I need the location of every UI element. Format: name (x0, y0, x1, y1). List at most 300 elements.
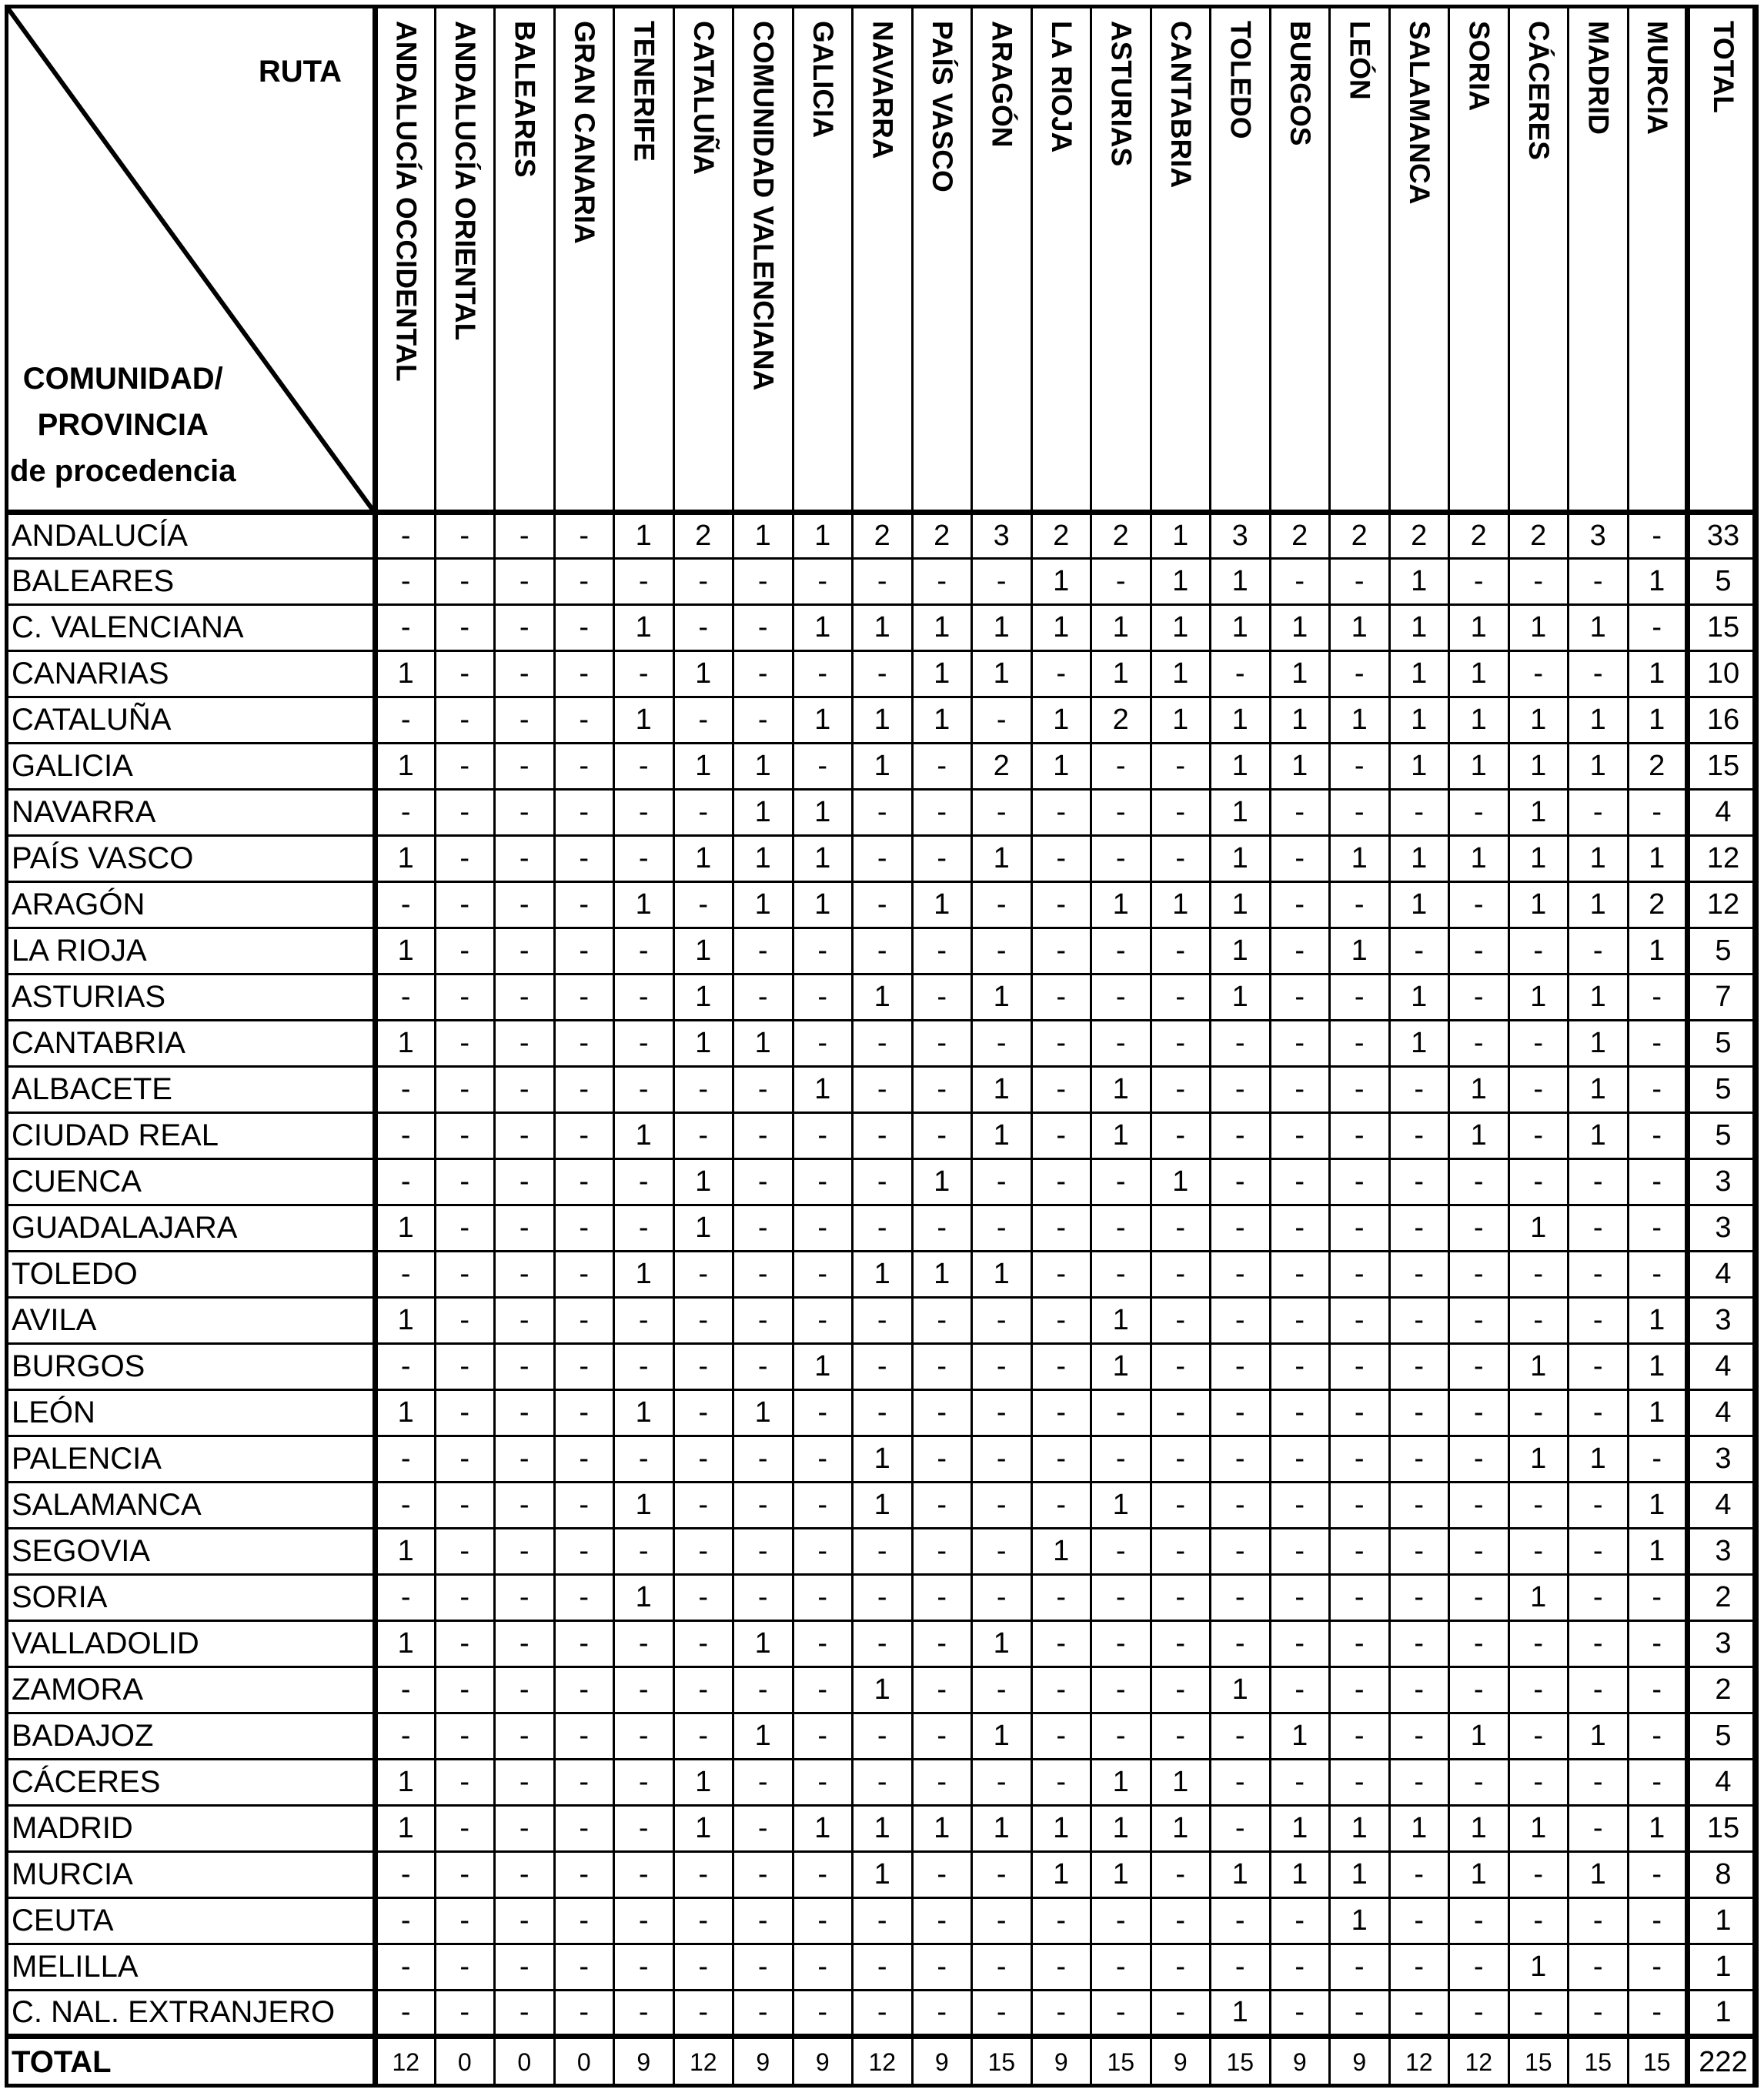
table-row (6, 559, 1758, 605)
table-cell: 1 (1389, 559, 1449, 605)
table-cell: - (1508, 1390, 1569, 1436)
table-cell: 1 (1389, 836, 1449, 882)
table-row (6, 513, 1758, 559)
table-cell: - (554, 1436, 614, 1483)
table-cell: 2 (1449, 513, 1509, 559)
table-cell: - (793, 1852, 853, 1898)
table-cell: - (912, 1067, 972, 1113)
table-cell: - (495, 1344, 555, 1390)
table-cell: - (733, 1159, 793, 1205)
table-cell: - (1330, 1760, 1390, 1806)
column-header-label: COMUNIDAD VALENCIANA (747, 21, 780, 391)
table-cell: - (554, 1806, 614, 1852)
table-cell: 1 (1389, 744, 1449, 790)
table-cell: 1 (853, 1436, 913, 1483)
table-cell: - (376, 1667, 436, 1713)
table-cell: - (554, 1113, 614, 1159)
table-cell: 1 (1449, 1806, 1509, 1852)
table-cell: - (1330, 1298, 1390, 1344)
table-cell: 1 (733, 836, 793, 882)
table-cell: 2 (1091, 513, 1151, 559)
column-header-label: CATALUÑA (687, 21, 720, 176)
table-cell: - (1628, 1113, 1688, 1159)
table-cell: - (495, 1159, 555, 1205)
table-cell: 1 (1151, 1760, 1211, 1806)
table-cell: - (1151, 1575, 1211, 1621)
table-cell: - (435, 605, 495, 651)
table-cell: - (733, 1067, 793, 1113)
table-cell: - (495, 974, 555, 1021)
table-cell: 1 (673, 1159, 733, 1205)
table-cell: - (1211, 1205, 1271, 1252)
column-header (1628, 6, 1688, 513)
table-cell: - (1211, 1344, 1271, 1390)
table-cell: 1 (376, 1529, 436, 1575)
table-cell: 1 (793, 605, 853, 651)
table-cell: - (495, 1852, 555, 1898)
table-cell: - (614, 744, 674, 790)
table-cell: 1 (853, 1667, 913, 1713)
column-total: 15 (1211, 2037, 1271, 2087)
table-cell: - (1449, 882, 1509, 928)
table-cell: - (853, 836, 913, 882)
table-cell: - (1569, 928, 1629, 974)
table-cell: - (376, 974, 436, 1021)
table-cell: - (614, 1529, 674, 1575)
table-cell: 1 (1449, 1067, 1509, 1113)
table-cell: 1 (912, 882, 972, 928)
table-row (6, 1852, 1758, 1898)
table-cell: - (972, 1991, 1032, 2037)
table-row (6, 1713, 1758, 1760)
table-cell: - (1211, 1436, 1271, 1483)
table-cell: - (376, 1159, 436, 1205)
table-cell: 1 (1569, 974, 1629, 1021)
column-header-label: ANDALUCÍA OCCIDENTAL (390, 21, 423, 382)
table-cell: - (853, 1944, 913, 1991)
column-total: 0 (495, 2037, 555, 2087)
row-label: LA RIOJA (6, 928, 376, 974)
table-cell: 1 (1151, 1159, 1211, 1205)
table-cell: - (435, 1298, 495, 1344)
table-cell: - (1091, 1944, 1151, 1991)
table-cell: - (1211, 1529, 1271, 1575)
table-cell: - (912, 1483, 972, 1529)
table-cell: - (912, 1021, 972, 1067)
table-cell: 1 (1091, 1298, 1151, 1344)
table-cell: 1 (1389, 882, 1449, 928)
table-cell: - (554, 1667, 614, 1713)
table-cell: - (435, 651, 495, 697)
table-cell: - (1389, 1344, 1449, 1390)
row-total: 16 (1688, 697, 1758, 744)
column-header-label: NAVARRA (867, 21, 899, 159)
totals-label: TOTAL (6, 2037, 376, 2087)
table-cell: 1 (1270, 1852, 1330, 1898)
table-row (6, 1390, 1758, 1436)
table-cell: - (912, 1205, 972, 1252)
row-label: SORIA (6, 1575, 376, 1621)
table-cell: - (1389, 1898, 1449, 1944)
table-cell: 1 (1508, 1944, 1569, 1991)
table-cell: 1 (1449, 744, 1509, 790)
table-cell: 1 (1031, 605, 1091, 651)
table-cell: 2 (1628, 882, 1688, 928)
table-cell: - (1628, 1944, 1688, 1991)
total-column-header (1688, 6, 1758, 513)
table-row (6, 1575, 1758, 1621)
table-cell: - (1569, 1159, 1629, 1205)
table-cell: - (1330, 790, 1390, 836)
table-cell: - (1389, 1483, 1449, 1529)
table-cell: - (1031, 1436, 1091, 1483)
table-cell: 1 (1449, 651, 1509, 697)
table-cell: 1 (1449, 1713, 1509, 1760)
table-cell: - (972, 1159, 1032, 1205)
table-cell: - (733, 1113, 793, 1159)
table-cell: - (1270, 1298, 1330, 1344)
table-cell: 1 (972, 1067, 1032, 1113)
table-cell: 1 (376, 1205, 436, 1252)
table-cell: - (1449, 1483, 1509, 1529)
column-header-label: MURCIA (1641, 21, 1673, 135)
table-cell: - (853, 1205, 913, 1252)
table-cell: 1 (733, 1713, 793, 1760)
row-total: 4 (1688, 1390, 1758, 1436)
table-cell: 1 (793, 790, 853, 836)
row-total: 5 (1688, 1021, 1758, 1067)
table-cell: 1 (1031, 744, 1091, 790)
table-cell: - (495, 605, 555, 651)
table-cell: 1 (376, 836, 436, 882)
table-cell: - (972, 790, 1032, 836)
table-cell: 1 (1151, 1806, 1211, 1852)
table-cell: - (1508, 1529, 1569, 1575)
table-cell: - (1628, 1252, 1688, 1298)
table-cell: - (1031, 1344, 1091, 1390)
table-row (6, 697, 1758, 744)
table-cell: - (1091, 1575, 1151, 1621)
table-cell: - (1330, 1021, 1390, 1067)
column-header-label: CANTABRIA (1164, 21, 1197, 189)
table-cell: 1 (1389, 605, 1449, 651)
table-cell: - (1628, 605, 1688, 651)
table-cell: - (853, 1621, 913, 1667)
table-cell: - (1031, 1390, 1091, 1436)
table-cell: - (1569, 1991, 1629, 2037)
table-cell: 2 (1389, 513, 1449, 559)
table-cell: - (733, 605, 793, 651)
table-cell: - (1508, 1667, 1569, 1713)
table-row (6, 1344, 1758, 1390)
table-cell: - (1270, 1898, 1330, 1944)
table-cell: 1 (1449, 605, 1509, 651)
table-cell: - (1091, 1390, 1151, 1436)
table-cell: - (435, 1113, 495, 1159)
table-cell: - (554, 1991, 614, 2037)
table-cell: - (793, 559, 853, 605)
table-cell: - (1449, 1021, 1509, 1067)
table-cell: 2 (912, 513, 972, 559)
column-header-label: SALAMANCA (1403, 21, 1435, 205)
table-cell: 1 (1091, 1852, 1151, 1898)
table-cell: 1 (1091, 1113, 1151, 1159)
column-total: 12 (673, 2037, 733, 2087)
table-cell: - (554, 1344, 614, 1390)
origin-label-line-1: COMUNIDAD/ (22, 362, 223, 396)
table-row (6, 1621, 1758, 1667)
table-cell: 1 (1508, 1575, 1569, 1621)
table-cell: - (1508, 1067, 1569, 1113)
table-cell: - (1270, 1760, 1330, 1806)
row-label: SEGOVIA (6, 1529, 376, 1575)
table-cell: - (495, 928, 555, 974)
table-cell: - (1151, 928, 1211, 974)
table-cell: - (495, 1529, 555, 1575)
row-label: NAVARRA (6, 790, 376, 836)
table-cell: - (1031, 1483, 1091, 1529)
table-cell: - (733, 1575, 793, 1621)
column-total: 9 (1151, 2037, 1211, 2087)
table-cell: - (1330, 1667, 1390, 1713)
table-cell: - (1569, 1575, 1629, 1621)
table-cell: - (1628, 1852, 1688, 1898)
table-row (6, 1944, 1758, 1991)
row-label: AVILA (6, 1298, 376, 1344)
table-cell: - (554, 1483, 614, 1529)
table-cell: 1 (1091, 605, 1151, 651)
row-label: BURGOS (6, 1344, 376, 1390)
table-cell: 1 (1211, 1852, 1271, 1898)
table-cell: - (673, 882, 733, 928)
table-cell: - (1628, 1436, 1688, 1483)
column-header (912, 6, 972, 513)
table-cell: - (554, 1298, 614, 1344)
column-total: 12 (376, 2037, 436, 2087)
table-cell: - (1389, 1991, 1449, 2037)
table-cell: - (733, 1529, 793, 1575)
table-cell: 1 (1270, 651, 1330, 697)
table-cell: - (912, 559, 972, 605)
table-cell: - (1389, 1298, 1449, 1344)
table-cell: - (912, 1436, 972, 1483)
table-cell: - (1151, 1390, 1211, 1436)
table-cell: 1 (673, 744, 733, 790)
row-total: 7 (1688, 974, 1758, 1021)
column-header (1449, 6, 1509, 513)
table-cell: 1 (733, 513, 793, 559)
table-cell: 1 (793, 513, 853, 559)
table-cell: - (1270, 1113, 1330, 1159)
table-cell: 1 (1091, 1483, 1151, 1529)
table-cell: - (1270, 559, 1330, 605)
table-cell: 1 (673, 928, 733, 974)
table-cell: - (435, 744, 495, 790)
table-cell: - (1508, 1113, 1569, 1159)
table-cell: - (1330, 1113, 1390, 1159)
table-cell: - (673, 1667, 733, 1713)
table-cell: 1 (972, 1806, 1032, 1852)
column-header (614, 6, 674, 513)
table-cell: - (495, 1898, 555, 1944)
table-cell: - (1389, 1113, 1449, 1159)
table-cell: - (554, 974, 614, 1021)
table-cell: 1 (673, 1806, 733, 1852)
table-cell: - (912, 1713, 972, 1760)
table-cell: 2 (1628, 744, 1688, 790)
table-cell: - (1270, 882, 1330, 928)
table-cell: - (1031, 1575, 1091, 1621)
table-cell: - (1151, 1113, 1211, 1159)
table-cell: - (853, 1898, 913, 1944)
table-cell: 1 (1330, 1898, 1390, 1944)
table-cell: - (1569, 1344, 1629, 1390)
table-cell: - (614, 1344, 674, 1390)
table-cell: - (554, 1760, 614, 1806)
table-cell: - (1569, 1621, 1629, 1667)
table-cell: - (1031, 836, 1091, 882)
table-cell: - (673, 1991, 733, 2037)
table-cell: 1 (1091, 1760, 1151, 1806)
table-cell: - (1091, 790, 1151, 836)
table-cell: 1 (912, 1252, 972, 1298)
table-cell: - (1211, 1021, 1271, 1067)
table-cell: - (554, 1390, 614, 1436)
column-header (1211, 6, 1271, 513)
table-cell: - (1449, 1898, 1509, 1944)
column-header (733, 6, 793, 513)
table-cell: - (1330, 1067, 1390, 1113)
table-cell: 1 (614, 1575, 674, 1621)
table-cell: 1 (912, 697, 972, 744)
table-cell: - (614, 651, 674, 697)
table-cell: 1 (1569, 1852, 1629, 1898)
table-cell: - (435, 836, 495, 882)
table-cell: - (1091, 928, 1151, 974)
table-cell: 1 (853, 1252, 913, 1298)
column-header (1569, 6, 1629, 513)
table-cell: - (614, 1713, 674, 1760)
table-cell: - (495, 1760, 555, 1806)
table-cell: - (1389, 1159, 1449, 1205)
table-cell: 1 (853, 605, 913, 651)
column-header-label: LA RIOJA (1045, 21, 1077, 153)
row-total: 5 (1688, 559, 1758, 605)
row-label: C. NAL. EXTRANJERO (6, 1991, 376, 2037)
row-label: BALEARES (6, 559, 376, 605)
table-cell: - (495, 697, 555, 744)
table-cell: 1 (1211, 974, 1271, 1021)
table-cell: - (1151, 1252, 1211, 1298)
table-cell: - (1031, 1621, 1091, 1667)
table-cell: - (376, 790, 436, 836)
table-cell: - (1569, 1252, 1629, 1298)
row-label: VALLADOLID (6, 1621, 376, 1667)
table-cell: 1 (1151, 697, 1211, 744)
table-cell: - (853, 928, 913, 974)
ruta-label: RUTA (258, 55, 342, 89)
table-cell: - (1569, 1390, 1629, 1436)
table-cell: - (1449, 790, 1509, 836)
table-cell: - (853, 1344, 913, 1390)
table-cell: 1 (1211, 928, 1271, 974)
table-cell: - (972, 1944, 1032, 1991)
table-cell: - (912, 1944, 972, 1991)
table-cell: - (1508, 1621, 1569, 1667)
table-cell: - (495, 1713, 555, 1760)
table-cell: - (1330, 1344, 1390, 1390)
row-total: 3 (1688, 1159, 1758, 1205)
table-cell: - (1330, 1991, 1390, 2037)
table-cell: - (554, 513, 614, 559)
table-cell: - (853, 1991, 913, 2037)
table-cell: - (733, 1667, 793, 1713)
table-cell: - (733, 1298, 793, 1344)
table-cell: - (1270, 1067, 1330, 1113)
table-cell: - (1211, 1067, 1271, 1113)
table-cell: - (1270, 928, 1330, 974)
table-cell: 1 (1091, 651, 1151, 697)
table-cell: - (1389, 1852, 1449, 1898)
table-cell: 1 (853, 1852, 913, 1898)
table-cell: - (793, 1298, 853, 1344)
table-cell: - (1091, 1898, 1151, 1944)
route-origin-table (5, 5, 1759, 2088)
table-cell: - (972, 1898, 1032, 1944)
table-cell: - (733, 928, 793, 974)
column-total: 15 (1628, 2037, 1688, 2087)
table-cell: - (673, 1944, 733, 1991)
table-cell: - (793, 1760, 853, 1806)
row-total: 15 (1688, 605, 1758, 651)
table-cell: - (793, 1944, 853, 1991)
table-cell: 1 (972, 974, 1032, 1021)
row-label: CIUDAD REAL (6, 1113, 376, 1159)
table-cell: - (793, 1436, 853, 1483)
table-cell: 1 (1569, 744, 1629, 790)
table-cell: - (376, 1575, 436, 1621)
table-cell: 1 (1091, 882, 1151, 928)
table-cell: 1 (673, 974, 733, 1021)
table-cell: - (1508, 651, 1569, 697)
table-cell: - (435, 882, 495, 928)
table-cell: - (1151, 1667, 1211, 1713)
row-label: ASTURIAS (6, 974, 376, 1021)
table-cell: 1 (1389, 651, 1449, 697)
table-cell: - (1389, 1252, 1449, 1298)
table-cell: - (1211, 1483, 1271, 1529)
table-cell: - (1628, 1713, 1688, 1760)
table-cell: 1 (793, 1067, 853, 1113)
table-cell: 3 (1211, 513, 1271, 559)
table-cell: - (495, 651, 555, 697)
table-cell: - (1151, 1205, 1211, 1252)
table-cell: - (1569, 559, 1629, 605)
column-header (1151, 6, 1211, 513)
table-cell: - (733, 1344, 793, 1390)
row-label: TOLEDO (6, 1252, 376, 1298)
table-cell: - (853, 1529, 913, 1575)
table-cell: - (1151, 744, 1211, 790)
table-cell: - (554, 1575, 614, 1621)
table-cell: 1 (972, 1713, 1032, 1760)
row-total: 1 (1688, 1991, 1758, 2037)
table-cell: 1 (1211, 836, 1271, 882)
table-cell: 1 (1508, 697, 1569, 744)
table-cell: - (793, 928, 853, 974)
table-cell: - (1508, 559, 1569, 605)
table-cell: - (972, 1205, 1032, 1252)
